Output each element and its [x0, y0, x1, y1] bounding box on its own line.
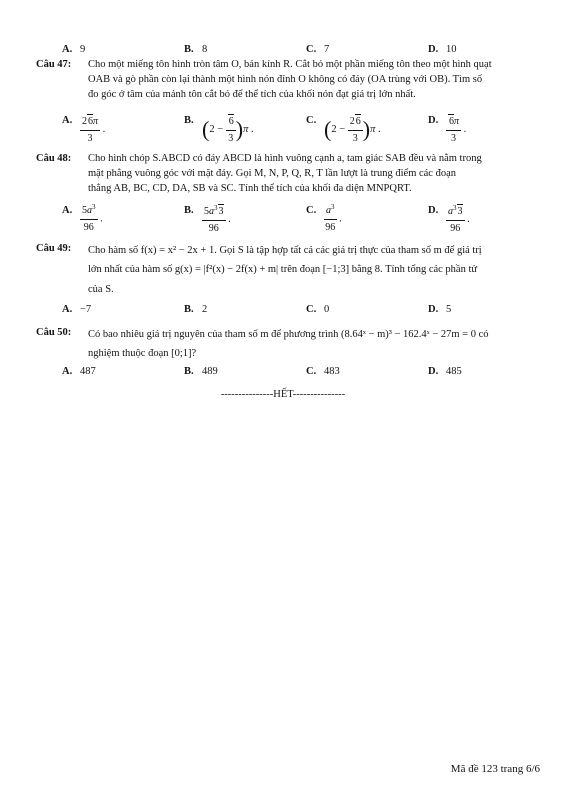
formula-2sqrt6pi-over-3: $\frac{26\pi}{3}$ . [82, 116, 106, 144]
question-label: Câu 49: [36, 243, 72, 254]
question-line: nghiệm thuộc đoạn [0;1]? [88, 348, 197, 360]
option-value: 483 [324, 366, 340, 377]
option-letter: D. [428, 115, 439, 126]
option-letter: A. [62, 366, 73, 377]
option-value: 9 [80, 44, 86, 55]
option-letter: D. [428, 44, 439, 55]
question-line: của S. [88, 283, 114, 295]
formula-2-minus-2sqrt6-over-3-pi: (2 − $\frac{26}{3}$ )π . [324, 116, 381, 144]
option-letter: C. [306, 44, 317, 55]
option-letter: C. [306, 115, 317, 126]
option-letter: A. [62, 115, 73, 126]
option-value: 7 [324, 44, 330, 55]
formula-5a3sqrt3-over-96: $\frac{5a^33}{96}$ . [204, 204, 231, 234]
q48-answers [36, 204, 536, 238]
q49-answers [36, 302, 536, 318]
option-value: −7 [80, 304, 92, 315]
question-label: Câu 50: [36, 327, 72, 338]
q50-answers [36, 364, 536, 380]
option-letter: C. [306, 366, 317, 377]
formula-5a3-over-96: $\frac{5a^3}{96}$ . [82, 203, 103, 233]
question-line: Cho hàm số f(x) = x² − 2x + 1. Gọi S là tập hợp tất cả các giá trị thực của tham số m để giá trị [88, 245, 482, 256]
question-line: OAB và gò phần còn lại thành một hình nón đỉnh O không có đáy (OA trùng với OB). Tìm số [88, 74, 483, 86]
option-letter: D. [428, 205, 439, 216]
question-line: mặt phẳng vuông góc với mặt đáy. Gọi M, N, P, Q, R, T lần lượt là trung điểm các đoạn [88, 168, 457, 180]
option-letter: B. [184, 366, 194, 377]
page-footer: Mã đề 123 trang 6/6 [450, 763, 540, 775]
option-letter: B. [184, 205, 194, 216]
question-text [88, 58, 543, 104]
option-letter: B. [184, 115, 194, 126]
q46-answers [36, 42, 536, 58]
option-letter: A. [62, 44, 73, 55]
formula-sqrt6pi-over-3: $\frac{6\pi}{3}$ . [446, 114, 466, 145]
formula-a3sqrt3-over-96: $\frac{a^33}{96}$ . [448, 204, 470, 234]
question-label: Câu 48: [36, 153, 72, 164]
formula-a3-over-96: $\frac{a^3}{96}$ . [325, 203, 342, 233]
option-value: 2 [202, 304, 208, 315]
option-value: 485 [446, 366, 462, 377]
question-line: Có bao nhiêu giá trị nguyên của tham số m để phương trình (8.64ˣ − m)³ − 162.4ˣ − 27m = 0 có [88, 329, 489, 340]
option-value: 5 [446, 304, 452, 315]
option-letter: A. [62, 304, 73, 315]
option-letter: B. [184, 44, 194, 55]
option-letter: B. [184, 304, 194, 315]
option-letter: A. [62, 205, 73, 216]
question-line: lớn nhất của hàm số g(x) = |f²(x) − 2f(x) + m| trên đoạn [−1;3] bằng 8. Tính tổng các phần tử [88, 264, 478, 276]
question-line: Cho hình chóp S.ABCD có đáy ABCD là hình vuông cạnh a, tam giác SAB đều và nằm trong [88, 153, 482, 164]
formula-2-minus-sqrt6-over-3-pi: (2 − $\frac{6}{3}$ )π . [202, 116, 254, 144]
question-text [88, 326, 543, 365]
question-label: Câu 47: [36, 59, 72, 70]
option-value: 487 [80, 366, 96, 377]
question-text [88, 152, 543, 198]
option-letter: D. [428, 366, 439, 377]
q47-answers [36, 114, 536, 148]
end-marker: ---------------HẾT--------------- [220, 389, 346, 400]
question-line: đo góc ở tâm của mảnh tôn cắt bỏ để thể tích của khối nón đạt giá trị lớn nhất. [88, 89, 416, 101]
question-line: Cho một miếng tôn hình tròn tâm O, bán kính R. Cắt bỏ một phần miếng tôn theo một hình quạt [88, 59, 492, 70]
option-value: 0 [324, 304, 330, 315]
option-value: 10 [446, 44, 457, 55]
question-text [88, 242, 543, 300]
option-value: 489 [202, 366, 218, 377]
question-line: thẳng AB, BC, CD, DA, SB và SC. Tính thể tích của khối đa diện MNPQRT. [88, 183, 412, 195]
option-letter: C. [306, 205, 317, 216]
option-value: 8 [202, 44, 208, 55]
option-letter: D. [428, 304, 439, 315]
option-letter: C. [306, 304, 317, 315]
